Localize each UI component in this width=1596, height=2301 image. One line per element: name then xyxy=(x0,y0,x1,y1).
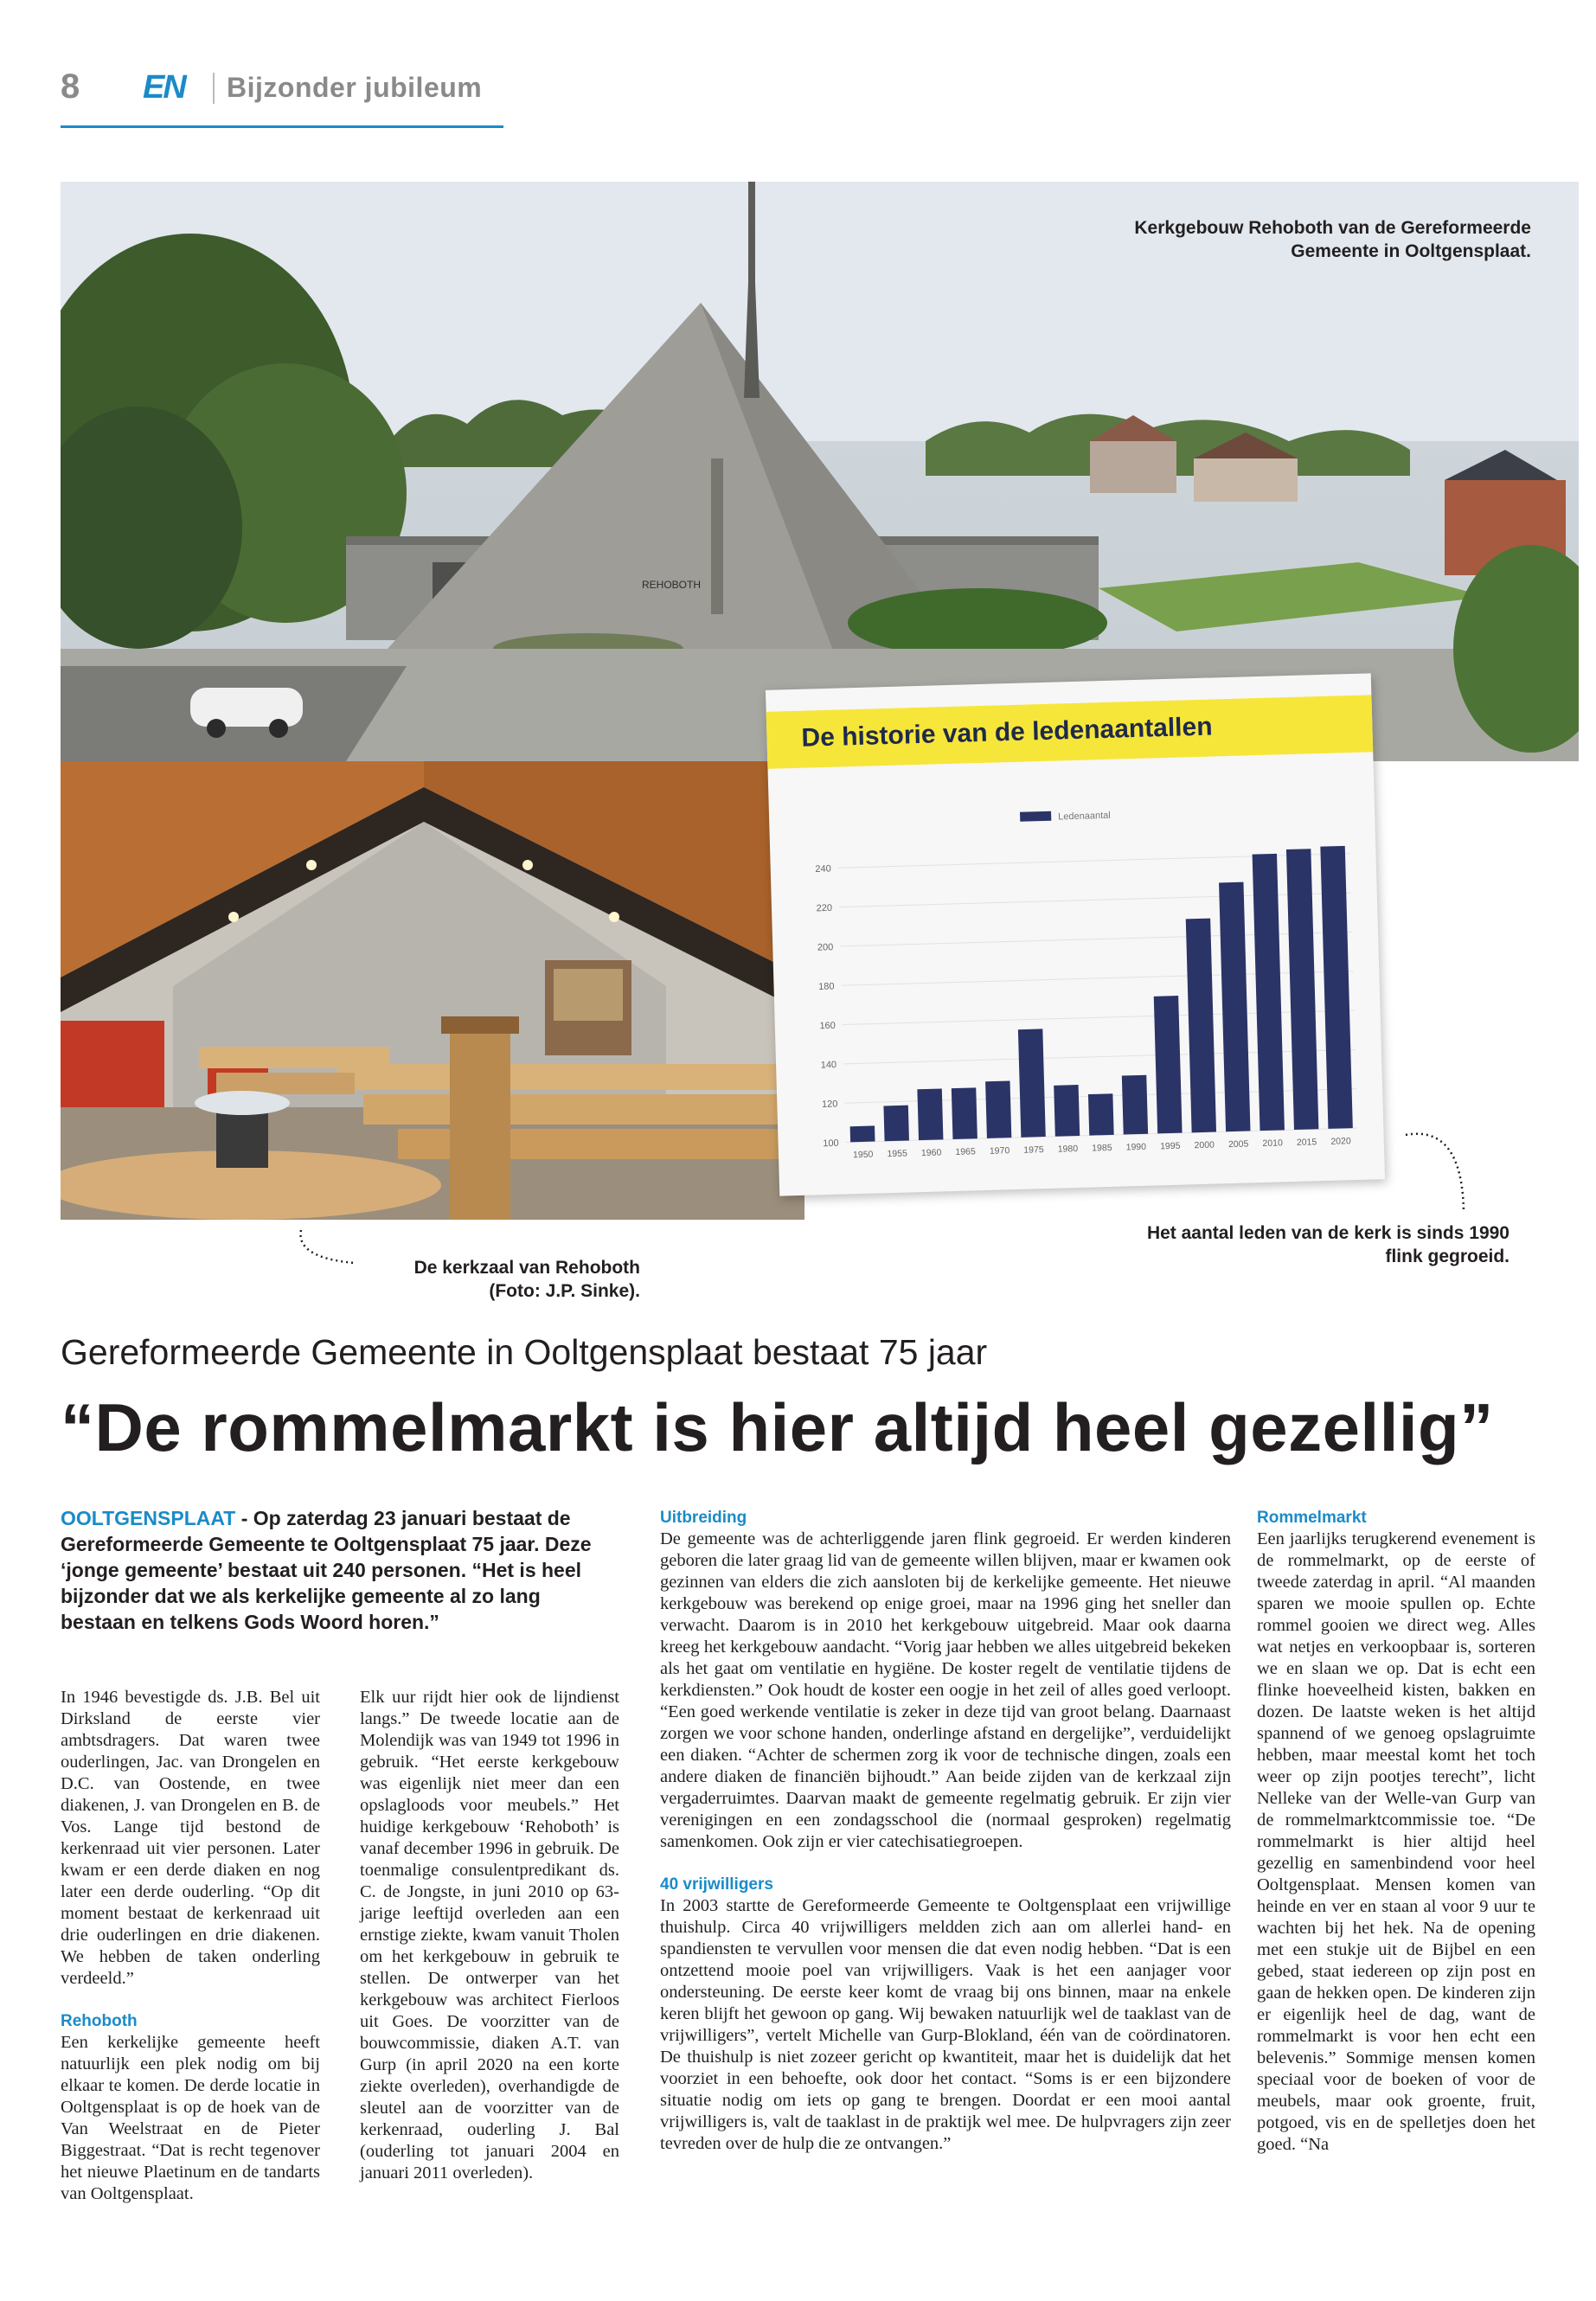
interior-photo-caption: De kerkzaal van Rehoboth (Foto: J.P. Sinke). xyxy=(413,1258,640,1301)
subhead-rommelmarkt: Rommelmarkt xyxy=(1257,1509,1367,1527)
article-intro xyxy=(61,1505,606,1635)
article-column-4 xyxy=(1257,1508,1535,2156)
chart-title: De historie van de ledenaantallen xyxy=(801,712,1213,753)
subhead-rehoboth: Rehoboth xyxy=(61,2012,138,2030)
church-sign: REHOBOTH xyxy=(642,579,702,591)
bar-1995 xyxy=(1154,996,1183,1133)
bar-1975 xyxy=(1018,1029,1046,1137)
subhead-vrijwilligers: 40 vrijwilligers xyxy=(660,1875,773,1894)
intro-text: - Op zaterdag 23 januari bestaat de Gereformeerde Gemeente te Ooltgensplaat 75 jaar. Deze ‘jonge gemeente’ bestaat uit 240 personen. “Het is heel bijzonder dat we als kerkelijke gemeente al zo lang bestaan en telkens Gods Woord horen.” xyxy=(61,1507,592,1633)
page-number: 8 xyxy=(61,67,80,106)
x-tick-label: 1965 xyxy=(955,1146,976,1157)
church-interior-illustration xyxy=(61,761,804,1220)
x-tick-label: 1975 xyxy=(1023,1144,1044,1156)
y-tick-label: 240 xyxy=(815,863,831,875)
membership-bar-chart xyxy=(794,782,1367,1174)
x-tick-label: 2015 xyxy=(1296,1137,1317,1148)
article-column-2 xyxy=(360,1687,619,2184)
x-tick-label: 2010 xyxy=(1262,1138,1284,1150)
y-tick-label: 200 xyxy=(817,942,834,953)
exterior-photo-caption: Kerkgebouw Rehoboth van de Gereformeerde Gemeente in Ooltgensplaat. xyxy=(1134,218,1531,261)
bar-1960 xyxy=(917,1088,943,1140)
membership-chart-card xyxy=(766,673,1385,1195)
header-rule xyxy=(61,125,503,128)
y-tick-label: 180 xyxy=(818,981,835,992)
y-tick-label: 140 xyxy=(820,1060,837,1071)
bar-1985 xyxy=(1088,1093,1114,1135)
x-tick-label: 1995 xyxy=(1159,1140,1181,1152)
bar-1990 xyxy=(1122,1075,1148,1135)
paragraph: In 1946 bevestigde ds. J.B. Bel uit Dirksland de eerste vier ambtsdragers. Dat waren twee ouderlingen, Jac. van Drongelen en D.C. van Oostende, en twee diakenen, J. van Drongelen en B. de Vos. Lange tijd bestond de kerkenraad uit vier personen. Later kwam er een derde diaken en nog later een derde ouderling. “Op dit moment bestaat de kerkenraad uit drie ouderlingen en drie diakenen. We hebben de taken onderling verdeeld.” xyxy=(61,1688,320,1988)
chart-caption-pointer xyxy=(1401,1125,1479,1220)
paragraph: Een kerkelijke gemeente heeft natuurlijk een plek nodig om bij elkaar te komen. De derde locatie in Ooltgensplaat is op de hoek van de Van Weelstraat en de Pieter Biggestraat. “Dat is recht tegenover het nieuwe Plaetinum en de tandarts van Ooltgensplaat. xyxy=(61,2033,320,2203)
paragraph: In 2003 startte de Gereformeerde Gemeente te Ooltgensplaat een vrijwillige thuishulp. Circa 40 vrijwilligers meldden zich aan om allerlei hand- en spandiensten te vervullen voor mensen die dat even nodig hebben. “Dat is een ontzettend mooie poel van vrijwilligers. Vaak is het een aanjager voor ondersteuning. De eerste keer komt de vraag bij ons binnen, maar na enkele keren blijft het gewoon op gang. Wij bewaken natuurlijk wel de taaklast van de vrijwilligers”, vertelt Michelle van Gurp-Blokland, één van de coördinatoren. De thuishulp is niet zozeer gericht op kwantiteit, maar het is duidelijk dat het voorziet in een behoefte, ook door het contact. “Soms is er een bijzondere situatie nodig om iets op gang te brengen. Doordat er een mooi aantal vrijwilligers is, valt de taaklast in de praktijk wel mee. De hulpvragers zijn zeer tevreden over de hulp die ze ontvangen.” xyxy=(660,1896,1231,2153)
y-tick-label: 100 xyxy=(823,1138,839,1150)
x-tick-label: 2005 xyxy=(1227,1138,1249,1150)
bar-1955 xyxy=(883,1106,909,1142)
paragraph: De gemeente was de achterliggende jaren flink gegroeid. Er werden kinderen geboren die later graag lid van de gemeente willen blijven, maar er kwamen ook gezinnen van elders die zich aansloten bij de kerkelijke gemeente. Het nieuwe kerkgebouw was berekend op enige groei, maar na 1996 ging het sneller dan verwacht. Daarom is in 2010 het kerkgebouw uitgebreid. Maar ook daarna kreeg het kerkgebouw aandacht. “Vorig jaar hebben we alles uitgebreid bekeken als het gaat om ventilatie en hygiëne. De koster regelt de ventilatie tijdens de kerkdiensten.” Ook houdt de koster een oogje in het zeil of alles goed verloopt. “Een goed werkende ventilatie is zeker in deze tijd van groot belang. Daarnaast zorgen we voor schone handen, onderlinge afstand en dergelijke”, verduidelijkt een diaken. “Achter de schermen zorg ik voor de technische dingen, zoals een andere diaken de financiën bijhoudt.” Aan beide zijden van de kerkzaal zijn vergaderruimtes. Daarvan maakt de gemeente regelmatig gebruik. Er zijn vier verenigingen en een zondagsschool die (normaal gesproken) regelmatig samenkomen. Ook zijn er vier catechisatiegroepen. xyxy=(660,1529,1231,1851)
x-tick-label: 1990 xyxy=(1125,1141,1147,1153)
bar-2015 xyxy=(1286,849,1318,1130)
legend-swatch xyxy=(1020,811,1051,822)
y-tick-label: 160 xyxy=(819,1020,836,1032)
bar-1950 xyxy=(850,1125,875,1142)
publication-logo: EN xyxy=(143,69,185,106)
paragraph: Elk uur rijdt hier ook de lijndienst langs.” De tweede locatie aan de Molendijk was van 1949 tot 1996 in gebruik. “Het eerste kerkgebouw was eigenlijk niet meer dan een opslagloods voor meubels.” Het huidige kerkgebouw ‘Rehoboth’ is vanaf december 1996 in gebruik. De toenmalige consulentpredikant ds. C. de Jongste, in juni 2010 op 63-jarige leeftijd overleden aan een ernstige ziekte, kwam vanuit Tholen om het kerkgebouw in gebruik te stellen. De ontwerper van het kerkgebouw was architect Fierloos uit Goes. De voorzitter van de bouwcommissie, diaken A.T. van Gurp (in april 2020 na een korte ziekte overleden), overhandigde de sleutel aan de voorzitter van de kerkenraad, ouderling J. Bal (ouderling tot januari 2004 en januari 2011 overleden). xyxy=(360,1688,619,2182)
interior-caption-pointer xyxy=(294,1228,363,1272)
x-tick-label: 1960 xyxy=(920,1147,942,1159)
bar-2005 xyxy=(1219,882,1250,1132)
legend-label: Ledenaantal xyxy=(1058,810,1111,823)
bar-2010 xyxy=(1253,854,1285,1131)
x-tick-label: 1980 xyxy=(1057,1144,1079,1155)
x-tick-label: 1970 xyxy=(989,1145,1010,1157)
article-kicker: Gereformeerde Gemeente in Ooltgensplaat bestaat 75 jaar xyxy=(61,1332,988,1372)
chart-caption: Het aantal leden van de kerk is sinds 1990 flink gegroeid. xyxy=(1146,1223,1509,1266)
article-column-3 xyxy=(660,1508,1231,2155)
x-tick-label: 1955 xyxy=(887,1148,908,1160)
bar-1980 xyxy=(1054,1085,1080,1137)
x-tick-label: 1985 xyxy=(1092,1142,1112,1154)
section-title: Bijzonder jubileum xyxy=(227,72,483,103)
bar-2000 xyxy=(1186,919,1216,1133)
x-tick-label: 2020 xyxy=(1330,1136,1351,1147)
y-tick-label: 220 xyxy=(816,902,833,914)
y-tick-label: 120 xyxy=(821,1099,838,1110)
subhead-uitbreiding: Uitbreiding xyxy=(660,1509,747,1527)
header-divider xyxy=(213,73,215,104)
bar-1970 xyxy=(985,1080,1011,1138)
x-tick-label: 2000 xyxy=(1194,1139,1215,1151)
paragraph: Een jaarlijks terugkerend evenement is de rommelmarkt, op de eerste of tweede zaterdag in april. “Al maanden sparen we mooie spullen op. Echte rommel gooien we direct weg. Alles wat netjes en verkoopbaar is, sorteren we en slaan we op. Dat is echt een flinke hoeveelheid kisten, bakken en dozen. De laatste weken is het altijd spannend of we genoeg opslagruimte hebben, maar meestal komt het toch weer op zijn pootjes terecht”, licht Nelleke van der Welle-van Gurp van de rommelmarktcommissie toe. “De rommelmarkt is hier altijd heel gezellig en samenbindend voor heel Ooltgensplaat. Mensen komen van heinde en ver en staan al voor 9 uur te wachten bij het hek. Na de opening met een stukje uit de Bijbel en een gebed, staat iedereen op zijn post en gaan de hekken open. De kinderen zijn er eigenlijk heel de dag, want de rommelmarkt is voor hen echt een belevenis.” Sommige mensen komen speciaal voor de boeken of voor de meubels, maar ook groente, fruit, potgoed, vis en de spelletjes doen het goed. “Na xyxy=(1257,1529,1535,2154)
article-column-1 xyxy=(61,1687,320,2205)
bar-1965 xyxy=(952,1087,977,1139)
article-headline: “De rommelmarkt is hier altijd heel gezellig” xyxy=(61,1389,1494,1465)
x-tick-label: 1950 xyxy=(852,1149,874,1161)
bar-2020 xyxy=(1320,846,1353,1129)
dateline: OOLTGENSPLAAT xyxy=(61,1507,236,1529)
church-interior-photo xyxy=(61,761,804,1220)
